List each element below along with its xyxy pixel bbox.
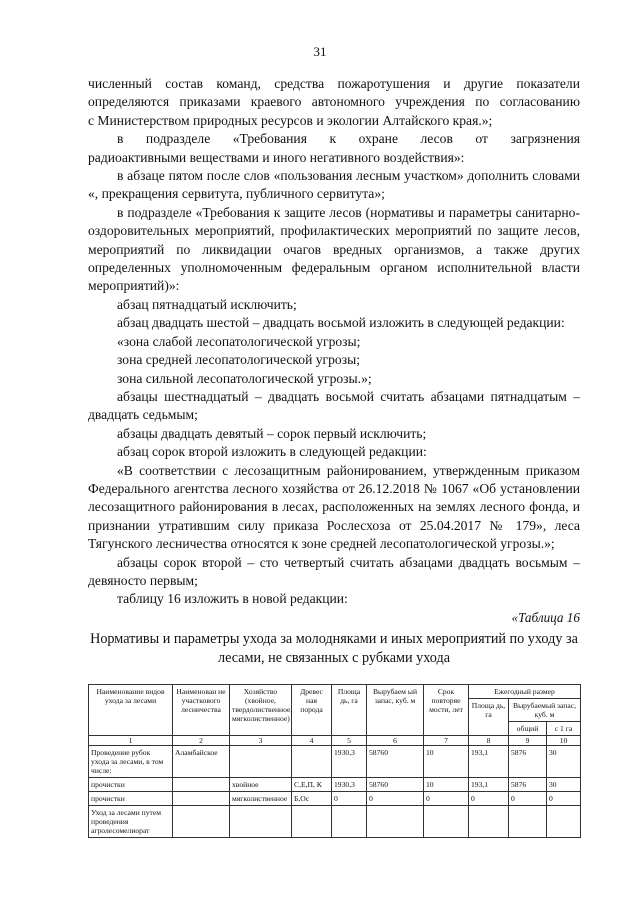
table-cell: 0 [547,792,581,806]
table-cell: 5876 [509,778,547,792]
paragraph: «зона слабой лесопатологической угрозы; [117,333,361,349]
paragraph: абзац двадцать шестой – двадцать восьмой изложить в следующей редакции: [117,315,565,331]
table-cell: С,Е,П, К [292,778,332,792]
table-cell: хвойное [230,778,292,792]
paragraph: в подразделе «Требования к защите лесов (нормативы и параметры санитарно-оздоровительных мероприятий, профилактических мероприятий по защите лесов, мероприятий по ликвидации очагов вредных организмов, а также других определенных уполномоченным федеральным органом исполнительной власти мероприятий)»: [88,204,580,294]
norms-table [88,684,581,838]
paragraph: определяются приказами краевого автономного учреждения по согласованию [88,94,580,110]
table-cell [292,806,332,838]
column-number-cell: 5 [332,736,367,746]
paragraph: «В соответствии с лесозащитным районированием, утвержденным приказом Федерального агентства лесного хозяйства от 26.12.2018 № 1067 «Об установлении лесозащитного районирования в лесах, расположенных на землях лесного фонда, и признании утратившим силу приказа Рослесхоза от 25.04.2017 № 179», леса Тягунского лесничества относятся к зоне средней лесопатологической угрозы.»; [88,462,580,552]
table-row [89,746,581,778]
table-cell: 0 [469,792,509,806]
table-row [89,792,581,806]
table-cell: 0 [332,792,367,806]
paragraph: таблицу 16 изложить в новой редакции: [117,591,348,607]
table-cell: 193,1 [469,746,509,778]
column-number-cell: 6 [367,736,424,746]
table-cell: мягколиственное [230,792,292,806]
header-cell: Срок повторяе мости, лет [424,685,469,736]
table-cell [230,806,292,838]
paragraph: зона сильной лесопатологической угрозы.»; [117,370,372,386]
table-cell: Аламбайское [173,746,230,778]
table-cell: 10 [424,778,469,792]
table-cell [173,778,230,792]
paragraph: абзац пятнадцатый исключить; [117,296,297,312]
header-cell: Вырубаем ый запас, куб. м [367,685,424,736]
table-cell: 193,1 [469,778,509,792]
table-cell: прочистки [89,778,173,792]
table-cell [332,806,367,838]
paragraph: абзац сорок второй изложить в следующей редакции: [117,444,427,460]
column-number-cell: 1 [89,736,173,746]
table-cell: 1930,3 [332,778,367,792]
table-cell: 10 [424,746,469,778]
header-cell: Древес ная порода [292,685,332,736]
table-row [89,778,581,792]
column-number-cell: 4 [292,736,332,746]
table-cell [547,806,581,838]
paragraph: абзацы сорок второй – сто четвертый считать абзацами двадцать восьмым – девяносто первым; [88,554,580,588]
table-cell: Б,Ос [292,792,332,806]
page-number: 31 [313,44,327,59]
table-cell [509,806,547,838]
table-cell: 58760 [367,778,424,792]
column-number-cell: 7 [424,736,469,746]
document-body [88,75,580,838]
column-number-cell: 10 [547,736,581,746]
paragraph: в абзаце пятом после слов «пользования лесным участком» дополнить словами «, прекращения сервитута, публичного сервитута»; [88,168,580,202]
table-cell: Проведение рубок ухода за лесами, в том числе: [89,746,173,778]
table-cell: 58760 [367,746,424,778]
header-cell: Наименование видов ухода за лесами [89,685,173,736]
table-cell: 0 [367,792,424,806]
paragraph: с Министерством природных ресурсов и экологии Алтайского края.»; [88,112,493,128]
column-number-cell: 3 [230,736,292,746]
header-cell: Вырубаемый запас, куб. м [509,699,581,722]
table-cell: 5876 [509,746,547,778]
header-cell: Наименован ие участкового лесничества [173,685,230,736]
column-number-row [89,736,581,746]
header-cell: Площа дь, га [469,699,509,736]
column-number-cell: 2 [173,736,230,746]
table-title: Нормативы и параметры ухода за молодняками и иных мероприятий по уходу за лесами, не связанных с рубками ухода [90,631,578,667]
table-cell [292,746,332,778]
table-cell: Уход за лесами путем проведения агролесомелиорат [89,806,173,838]
paragraph: абзацы шестнадцатый – двадцать восьмой считать абзацами пятнадцатым – двадцать седьмым; [88,388,580,423]
table-cell: 0 [509,792,547,806]
paragraphs [88,75,580,609]
table-cell [230,746,292,778]
paragraph: численный состав команд, средства пожаротушения и другие показатели [88,76,580,91]
table-cell: прочистки [89,792,173,806]
column-number-cell: 9 [509,736,547,746]
paragraph: зона средней лесопатологической угрозы; [117,352,361,368]
table-cell: 30 [547,746,581,778]
table-header-row [89,685,581,699]
table-cell [424,806,469,838]
table-cell [469,806,509,838]
table-cell: 30 [547,778,581,792]
table-cell [367,806,424,838]
table-label: «Таблица 16 [511,609,580,625]
header-cell: Хозяйство (хвойное, твердолиственное, мягколиственное) [230,685,292,736]
table-body [89,746,581,838]
header-cell: Ежегодный размер [469,685,581,699]
header-cell: с 1 га [547,722,581,736]
table-cell [173,806,230,838]
table-cell: 0 [424,792,469,806]
paragraph: абзацы двадцать девятый – сорок первый исключить; [117,425,427,441]
paragraph: в подразделе «Требования к охране лесов от загрязнения [117,131,580,147]
paragraph: радиоактивными веществами и иного негативного воздействия»: [88,149,465,165]
table-cell [173,792,230,806]
column-number-cell: 8 [469,736,509,746]
table-row [89,806,581,838]
header-cell: Площа дь, га [332,685,367,736]
header-cell: общий [509,722,547,736]
table-cell: 1930,3 [332,746,367,778]
